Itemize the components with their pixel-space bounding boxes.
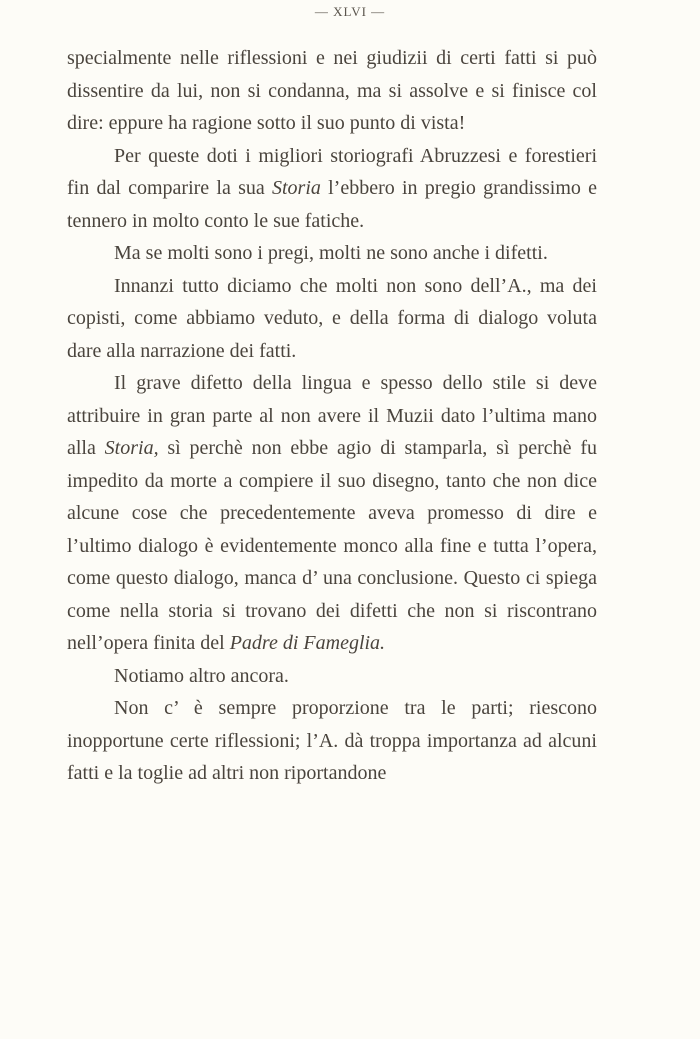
text-segment: Il grave difetto della lingua e spesso dello stile si deve attribuire in gran parte al non avere il Muzii dato l’ultima mano alla (67, 372, 597, 459)
text-segment: specialmente nelle riflessioni e nei giudizii di certi fatti si può dissentire da lui, non si condanna, ma si assolve e si finisce col dire: eppure ha ragione sotto il suo punto di vista! (67, 47, 597, 134)
body-text (67, 42, 597, 790)
paragraph (67, 692, 597, 790)
text-segment: l’ebbero in pregio grandissimo e tennero in molto conto le sue fatiche. (67, 177, 597, 232)
italic-title: Padre di Fameglia. (229, 632, 386, 654)
text-segment: sì perchè non ebbe agio di stamparla, sì perchè fu impedito da morte a compiere il suo disegno, tanto che non dice alcune cose che precedentemente aveva promesso di dire e l’ultimo dialogo è evidentemente monco alla fine e tutta l’opera, come questo dialogo, manca d’ una conclusione. Questo ci spiega come nella storia si trovano dei difetti che non si riscontrano nell’opera finita del (67, 437, 597, 654)
paragraph (67, 237, 597, 270)
text-segment: Per queste doti i migliori storiografi Abruzzesi e forestieri fin dal comparire la sua (67, 144, 597, 199)
text-segment: Non c’ è sempre proporzione tra le parti; riescono inopportune certe riflessioni; l’A. dà troppa importanza ad alcuni fatti e la toglie ad altri non riportandone (67, 697, 597, 784)
paragraph (67, 367, 597, 660)
running-head: — XLVI — (314, 4, 386, 19)
italic-title: Storia, (104, 437, 159, 459)
text-segment: Ma se molti sono i pregi, molti ne sono anche i difetti. (114, 242, 548, 264)
paragraph (67, 270, 597, 368)
text-segment: Innanzi tutto diciamo che molti non sono dell’A., ma dei copisti, come abbiamo veduto, e della forma di dialogo voluta dare alla narrazione dei fatti. (67, 274, 597, 362)
italic-title: Storia (271, 177, 321, 199)
text-segment: Notiamo altro ancora. (114, 664, 289, 687)
paragraph (67, 140, 597, 238)
paragraph (67, 660, 597, 693)
paragraph (67, 42, 597, 140)
